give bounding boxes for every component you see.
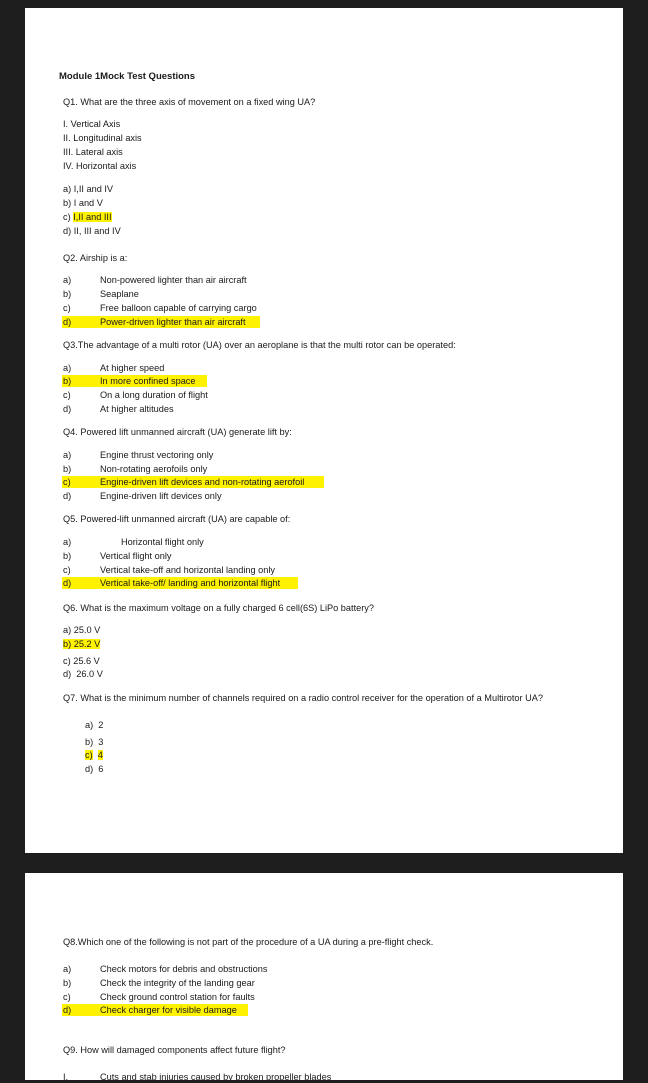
question-4-text: Q4. Powered lift unmanned aircraft (UA) generate lift by: — [63, 427, 292, 437]
document-page-1: Module 1Mock Test Questions Q1. What are the three axis of movement on a fixed wing UA? I. Vertical Axis II. Longitudinal axis III. Lateral axis IV. Horizontal axis a) I,II and IV b) I and V c) I,II and III d) II, III and IV Q2. Airship is a: a) Non-powered lighter than air aircraft b) Seaplane c) Free balloon capable of carrying cargo d) Power-driven lighter than air aircraft Q3.The advantage of a multi rotor (UA) over an aeroplane is that the multi rotor can be operated: a) At higher speed b) In more confined space c) On a long duration of flight d) At higher altitudes Q4. Powered lift unmanned aircraft (UA) generate lift by: a) Engine thrust vectoring only b) Non-rotating aerofoils only c) Engine-driven lift devices and non-rotating aerofoil d) Engine-driven lift devices only Q5. Powered-lift unmanned aircraft (UA) are capable of: a) Horizontal flight only b) Vertical flight only c) Vertical take-off and horizontal landing only d) Vertical take-off/ landing and horizontal flight Q6. What is the maximum voltage on a fully charged 6 cell(6S) LiPo battery? a) 25.0 V b) 25.2 V c) 25.6 V d) 26.0 V Q7. What is the minimum number of channels required on a radio control receiver for the operation of a Multirotor UA? a) 2 b) 3 c) 4 d) 6 — [25, 8, 623, 853]
question-3-text: Q3.The advantage of a multi rotor (UA) over an aeroplane is that the multi rotor can be operated: — [63, 340, 456, 350]
question-7-text: Q7. What is the minimum number of channels required on a radio control receiver for the operation of a Multirotor UA? — [63, 693, 544, 703]
q6-option-b-answer — [63, 638, 100, 650]
q6-option-c: c) 25.6 V — [63, 656, 100, 666]
question-2-text: Q2. Airship is a: — [63, 253, 128, 263]
q7-option-a: a) 2 — [85, 720, 104, 730]
question-8-text: Q8.Which one of the following is not part of the procedure of a UA during a pre-flight check. — [63, 937, 434, 947]
document-page-2: Q8.Which one of the following is not part of the procedure of a UA during a pre-flight check. a) Check motors for debris and obstructions b) Check the integrity of the landing gear c) Check ground control station for faults d) Check charger for visible damage Q9. How will damaged components affect future flight? I. Cuts and stab injuries caused by broken propeller blades — [25, 873, 623, 1080]
q1-option-c-answer: c) I,II and III — [63, 212, 112, 222]
q1-statement-3: III. Lateral axis — [63, 147, 123, 157]
q6-option-d: d) 26.0 V — [63, 669, 103, 679]
answer-highlight: b) 25.2 V — [63, 639, 101, 649]
q7-option-d: d) 6 — [85, 764, 104, 774]
question-1-text: Q1. What are the three axis of movement on a fixed wing UA? — [63, 97, 316, 107]
q1-option-b: b) I and V — [63, 198, 103, 208]
question-6-text: Q6. What is the maximum voltage on a fully charged 6 cell(6S) LiPo battery? — [63, 603, 374, 613]
q1-statement-1: I. Vertical Axis — [63, 119, 121, 129]
q1-statement-2: II. Longitudinal axis — [63, 133, 142, 143]
document-title: Module 1Mock Test Questions — [59, 71, 196, 82]
q7-option-c-answer: c) 4 — [85, 750, 103, 760]
answer-highlight: 4 — [97, 750, 103, 760]
q1-option-d: d) II, III and IV — [63, 226, 121, 236]
question-5-text: Q5. Powered-lift unmanned aircraft (UA) are capable of: — [63, 514, 291, 524]
q1-option-a: a) I,II and IV — [63, 184, 114, 194]
question-9-text: Q9. How will damaged components affect future flight? — [63, 1045, 286, 1055]
q1-statement-4: IV. Horizontal axis — [63, 161, 137, 171]
q7-option-b: b) 3 — [85, 737, 104, 747]
q6-option-a: a) 25.0 V — [63, 625, 101, 635]
answer-highlight: I,II and III — [73, 212, 112, 222]
